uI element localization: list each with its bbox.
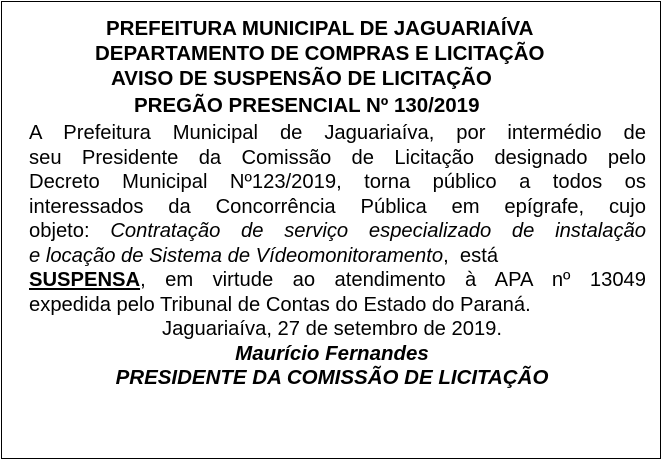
body-line-4: interessados da Concorrência Pública em epígrafe, cujo <box>29 196 646 218</box>
header-auction-number: PREGÃO PRESENCIAL Nº 130/2019 <box>134 94 480 117</box>
header-notice-title: AVISO DE SUSPENSÃO DE LICITAÇÃO <box>111 67 492 90</box>
body-line-5 <box>29 219 646 243</box>
body-line-8: expedida pelo Tribunal de Contas do Estado do Paraná. <box>29 294 531 316</box>
suspension-notice <box>1 1 661 459</box>
suspension-reason: , em virtude ao atendimento à APA nº 13049 <box>140 269 646 291</box>
header-department: DEPARTAMENTO DE COMPRAS E LICITAÇÃO <box>95 42 545 65</box>
status-lead-in: , está <box>443 245 499 267</box>
suspended-keyword: SUSPENSA <box>29 269 141 291</box>
body-line-1: A Prefeitura Municipal de Jaguariaíva, por intermédio de <box>29 122 646 144</box>
signatory-role: PRESIDENTE DA COMISSÃO DE LICITAÇÃO <box>115 366 549 389</box>
place-and-date: Jaguariaíva, 27 de setembro de 2019. <box>161 318 503 340</box>
body-line-7 <box>29 268 646 292</box>
object-label: objeto: <box>29 220 111 242</box>
body-line-6 <box>29 244 646 268</box>
signatory-name: Maurício Fernandes <box>235 342 429 365</box>
body-line-2: seu Presidente da Comissão de Licitação designado pelo <box>29 147 646 169</box>
object-description-part-2: e locação de Sistema de Vídeomonitoramento <box>29 245 444 267</box>
header-municipality: PREFEITURA MUNICIPAL DE JAGUARIAÍVA <box>106 17 534 40</box>
object-description-part-1: Contratação de serviço especializado de instalação <box>110 220 646 242</box>
body-line-3: Decreto Municipal Nº123/2019, torna público a todos os <box>29 171 646 193</box>
